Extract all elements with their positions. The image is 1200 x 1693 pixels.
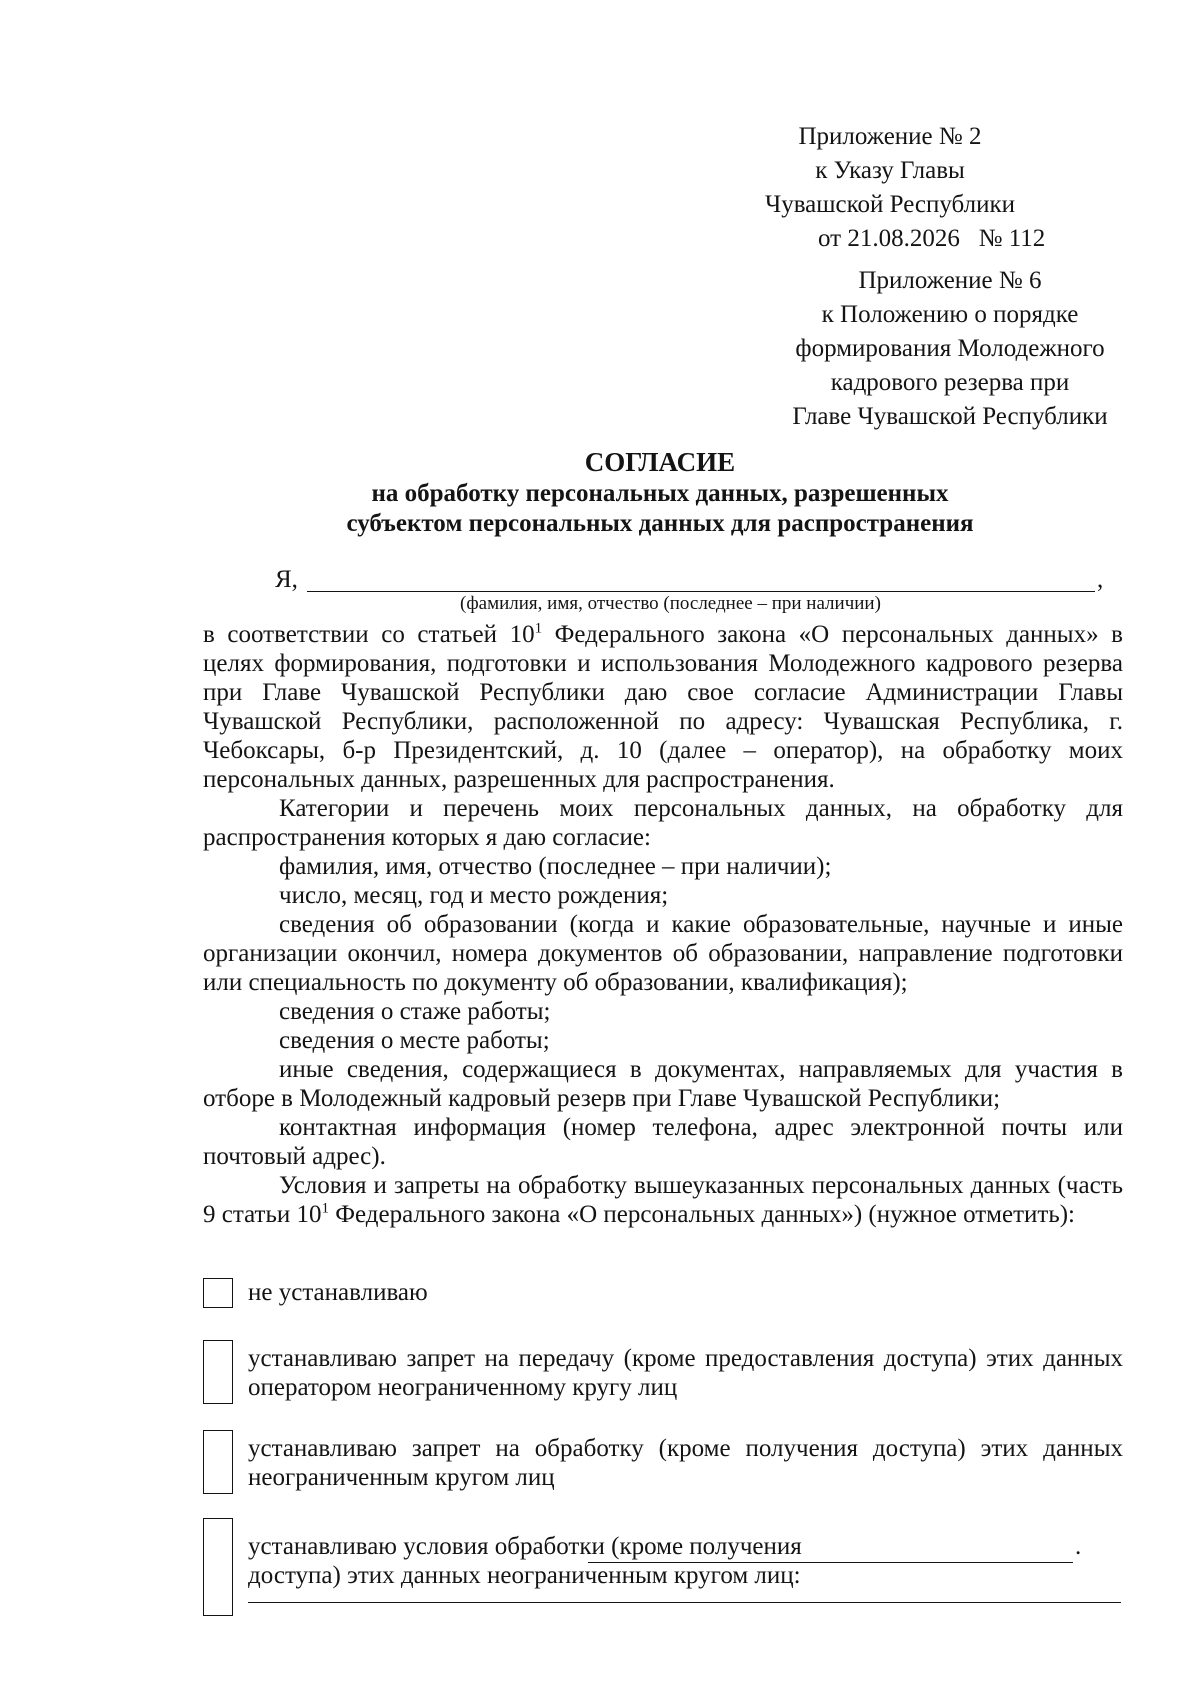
option-checkbox[interactable] (203, 1518, 233, 1616)
appendix-2-header (700, 120, 1080, 222)
declarant-prefix: Я, (275, 566, 298, 593)
list-item: контактная информация (номер телефона, адрес электронной почты или почтовый адрес). (203, 1114, 1123, 1170)
paragraph-legal-basis: в соответствии со статьей $10^1$ Федерального закона «О персональных данных» в целях формирования, подготовки и использования Молодежного кадрового резерва при Главе Чувашской Республики даю свое согласие Администрации Главы Чувашской Республики, расположенной по адресу: Чувашская Республика, г. Чебоксары, б-р Президентский, д. 10 (далее – оператор), на обработку моих персональных данных, разрешенных для распространения. (203, 620, 1123, 793)
conditions-input-line-2[interactable] (248, 1602, 1121, 1603)
list-item: фамилия, имя, отчество (последнее – при наличии); (279, 853, 832, 880)
appendix-6-line-3: формирования Молодежного (795, 335, 1105, 362)
appendix-2-line-2: к Указу Главы (815, 157, 965, 184)
option-checkbox[interactable] (203, 1430, 233, 1494)
appendix-2-line-1: Приложение № 2 (798, 123, 982, 150)
title-sub-1: на обработку персональных данных, разрешенных (371, 480, 949, 507)
option-label: не устанавливаю (248, 1279, 428, 1306)
option-checkbox[interactable] (203, 1340, 233, 1404)
option-label: устанавливаю запрет на передачу (кроме предоставления доступа) этих данных оператором неограниченному кругу лиц (248, 1345, 1123, 1401)
declarant-name-field[interactable] (307, 591, 1095, 592)
option-label: устанавливаю запрет на обработку (кроме получения доступа) этих данных неограниченным кругом лиц (248, 1435, 1123, 1491)
declarant-name-line (275, 563, 1105, 597)
conditions-input-line-1[interactable] (588, 1562, 1073, 1563)
appendix-6-line-2: к Положению о порядке (821, 301, 1079, 328)
appendix-6-line-5: Главе Чувашской Республики (792, 403, 1108, 430)
paragraph-conditions: Условия и запреты на обработку вышеуказанных персональных данных (часть 9 статьи $10^1$ Федерального закона «О персональных данных») (нужное отметить): (203, 1172, 1123, 1228)
list-item: число, месяц, год и место рождения; (279, 882, 669, 909)
consent-body (203, 620, 1123, 1229)
title-sub-2: субъектом персональных данных для распространения (346, 510, 974, 537)
appendix-6-header (760, 264, 1140, 434)
paragraph-categories: Категории и перечень моих персональных данных, на обработку для распространения которых я даю согласие: (203, 795, 1123, 851)
conditions-line-end: . (1075, 1533, 1082, 1560)
title-main: СОГЛАСИЕ (584, 447, 736, 477)
appendix-6-line-1: Приложение № 6 (858, 267, 1042, 294)
list-item: иные сведения, содержащиеся в документах, направляемых для участия в отборе в Молодежный кадровый резерв при Главе Чувашской Республики; (203, 1056, 1123, 1112)
document-title (200, 445, 1120, 539)
declarant-caption: (фамилия, имя, отчество (последнее – при наличии) (460, 593, 881, 614)
list-item: сведения об образовании (когда и какие образовательные, научные и иные организации окончил, номера документов об образовании, направление подготовки или специальность по документу об образовании, квалификация); (203, 911, 1123, 996)
option-label: устанавливаю условия обработки (кроме получения доступа) этих данных неограниченным кругом лиц: (248, 1533, 802, 1589)
list-item: сведения о месте работы; (279, 1027, 550, 1054)
decree-date-number: от 21.08.2026 № 112 (818, 225, 1046, 252)
declarant-comma: , (1097, 566, 1104, 593)
appendix-2-line-3: Чувашской Республики (764, 191, 1016, 218)
list-item: сведения о стаже работы; (279, 998, 551, 1025)
appendix-6-line-4: кадрового резерва при (830, 369, 1070, 396)
option-checkbox[interactable] (203, 1278, 233, 1308)
